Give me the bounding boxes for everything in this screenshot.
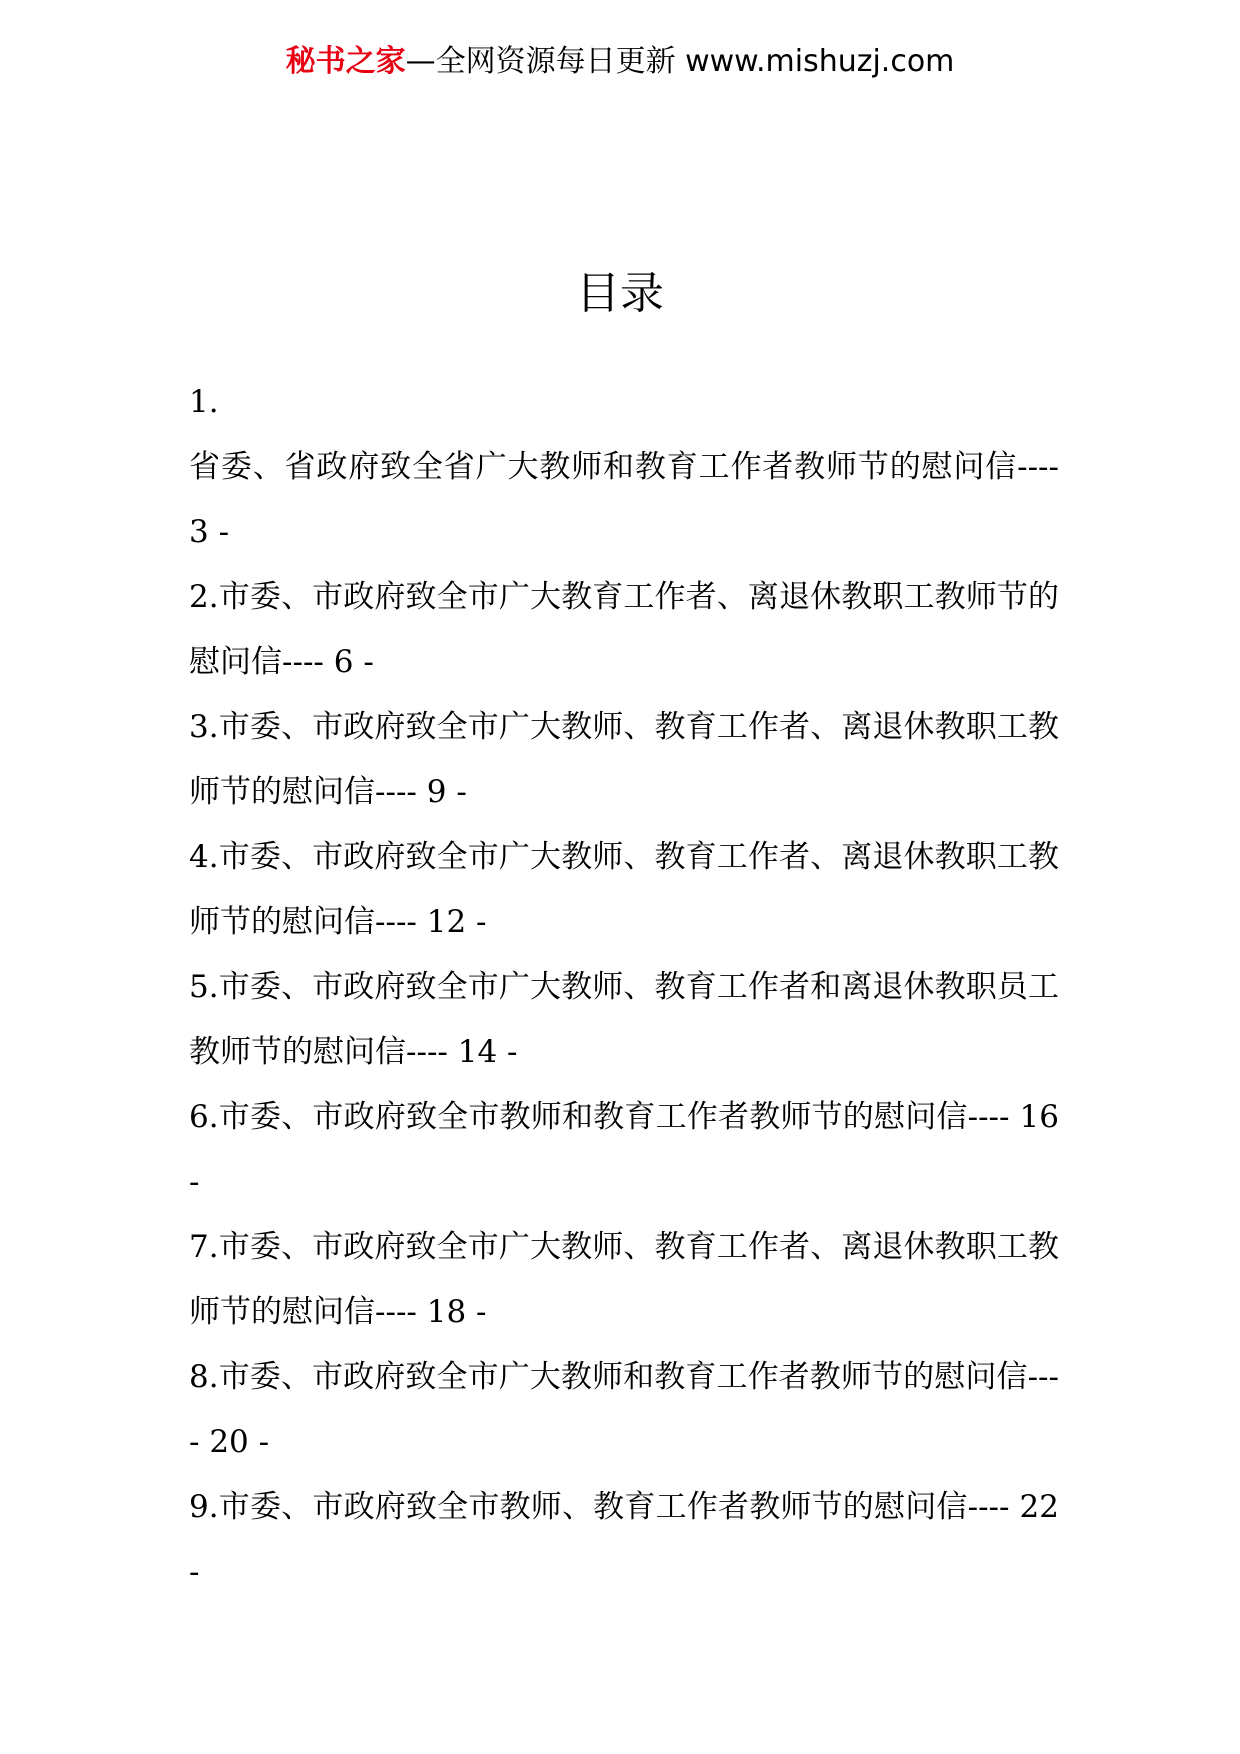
toc-item[interactable] [189, 1345, 1059, 1475]
toc-item[interactable] [189, 370, 1059, 565]
toc-item[interactable] [189, 1085, 1059, 1215]
toc-item[interactable] [189, 695, 1059, 825]
toc-item-number: 5. [189, 969, 219, 1005]
table-of-contents [189, 370, 1059, 1605]
toc-item-number: 7. [189, 1229, 219, 1265]
toc-item[interactable] [189, 565, 1059, 695]
toc-item-number: 4. [189, 839, 219, 875]
toc-item-number: 8. [189, 1359, 219, 1395]
toc-item-text: 市委、市政府致全市广大教师、教育工作者、离退休教职工教师节的慰问信---- 9 - [189, 709, 1059, 810]
toc-item-text: 市委、市政府致全市广大教育工作者、离退休教职工教师节的慰问信---- 6 - [189, 579, 1059, 680]
toc-item[interactable] [189, 955, 1059, 1085]
toc-item-text: 市委、市政府致全市教师和教育工作者教师节的慰问信---- 16 - [189, 1099, 1059, 1200]
toc-item-number: 2. [189, 579, 219, 615]
toc-item[interactable] [189, 1475, 1059, 1605]
toc-item[interactable] [189, 1215, 1059, 1345]
toc-item-text: 市委、市政府致全市教师、教育工作者教师节的慰问信---- 22 - [189, 1489, 1059, 1590]
toc-item-text: 省委、省政府致全省广大教师和教育工作者教师节的慰问信---- 3 - [189, 449, 1059, 550]
toc-item-text: 市委、市政府致全市广大教师、教育工作者、离退休教职工教师节的慰问信---- 12 - [189, 839, 1059, 940]
toc-item-number: 6. [189, 1099, 219, 1135]
toc-item-number: 9. [189, 1489, 219, 1525]
header-tagline: —全网资源每日更新 www.mishuzj.com [405, 44, 955, 79]
page-header [0, 42, 1240, 82]
page-title: 目录 [576, 268, 664, 319]
toc-item-text: 市委、市政府致全市广大教师、教育工作者、离退休教职工教师节的慰问信---- 18 - [189, 1229, 1059, 1330]
brand-name: 秘书之家 [285, 44, 406, 79]
toc-item-number: 1. [189, 384, 219, 420]
toc-item[interactable] [189, 825, 1059, 955]
toc-item-text: 市委、市政府致全市广大教师和教育工作者教师节的慰问信---- 20 - [189, 1359, 1059, 1460]
toc-item-number: 3. [189, 709, 219, 745]
toc-item-text: 市委、市政府致全市广大教师、教育工作者和离退休教职员工教师节的慰问信---- 14 - [189, 969, 1059, 1070]
